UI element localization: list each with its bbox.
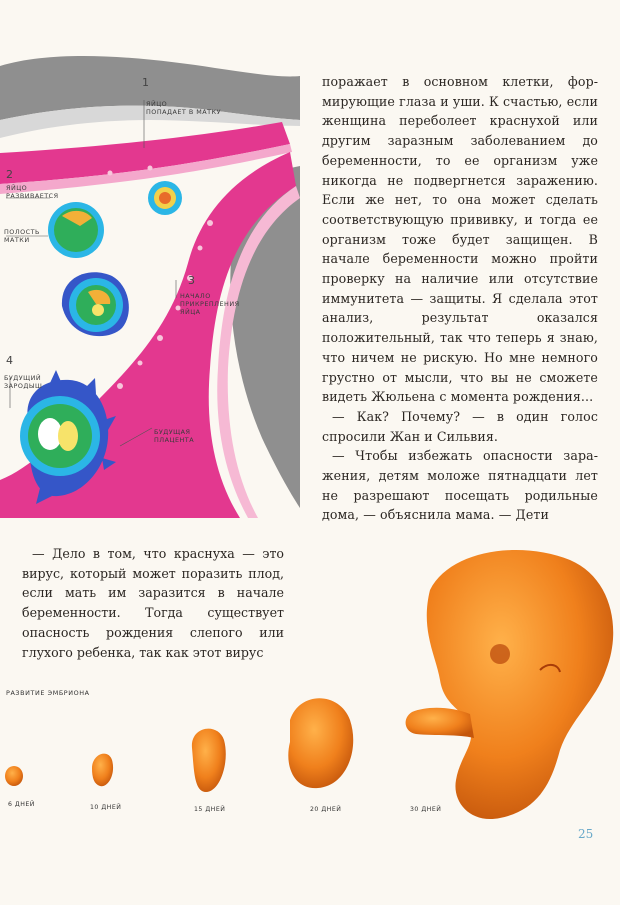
label-egg-enters: ЯЙЦО ПОПАДАЕТ В МАТКУ [146, 100, 221, 116]
egg-stage-1 [148, 181, 182, 215]
label-future-embryo: БУДУЩИЙ ЗАРОДЫШ [4, 374, 43, 390]
paragraph-1: поражает в основном клетки, формирующие глаза и уши. К счастью, если женщина переболеет краснухой или другим заразным заболеванием до беременности, то ее организм уже никогда не подвергнется заражению. Если же нет, то она может сделать соответствующую прививку, и тогда ее организм тоже будет защищен. В начале беременности можно пройти проверку на наличие или отсутствие иммунитета — защиты. Я сделала этот анализ, результат оказался положительный, так что теперь я знаю, что ничем не рискую. Но мне немного грустно от мысли, что вы не сможете видеть Жюльена с момента рождения... [322, 74, 598, 405]
right-text-column [322, 72, 598, 525]
diagram-number-3: 3 [188, 274, 195, 287]
diagram-number-2: 2 [6, 168, 13, 181]
uterus-diagram [0, 48, 300, 518]
embryo-15-days [192, 729, 226, 792]
embryo-30-days [406, 550, 614, 819]
page-number: 25 [578, 827, 594, 841]
embryo-development-illustration [0, 530, 620, 850]
day-label-15: 15 ДНЕЙ [194, 806, 226, 813]
egg-stage-3 [62, 272, 129, 336]
paragraph-4: — Дело в том, что краснуха — это вирус, который может поразить плод, если мать им заразится в начале беременности. Тогда существует опасность рождения слепого или глухого ребенка, так как этот вирус [22, 546, 284, 660]
label-implantation: НАЧАЛО ПРИКРЕПЛЕНИЯ ЯЙЦА [180, 292, 240, 316]
egg-stage-2 [48, 202, 104, 258]
diagram-number-4: 4 [6, 354, 13, 367]
label-future-placenta: БУДУЩАЯ ПЛАЦЕНТА [154, 428, 195, 444]
implantation-illustration [0, 48, 300, 518]
embryo-caption: РАЗВИТИЕ ЭМБРИОНА [6, 689, 90, 697]
day-label-6: 6 ДНЕЙ [8, 801, 35, 808]
embryo-20-days [288, 698, 353, 788]
paragraph-2: — Как? Почему? — в один голос спросили Жан и Сильвия. [322, 408, 598, 444]
diagram-number-1: 1 [142, 76, 149, 89]
embryo-10-days [92, 754, 113, 787]
label-egg-develops: ЯЙЦО РАЗВИВАЕТСЯ [6, 184, 59, 200]
day-label-20: 20 ДНЕЙ [310, 806, 342, 813]
label-uterus-cavity: ПОЛОСТЬ МАТКИ [4, 228, 40, 244]
paragraph-3: — Чтобы избежать опасности заражения, детям моложе пятнадцати лет не разрешают посещать родильные дома, — объяснила мама. — Дети [322, 448, 598, 523]
day-label-30: 30 ДНЕЙ [410, 806, 442, 813]
embryo-6-days [5, 766, 23, 786]
day-label-10: 10 ДНЕЙ [90, 804, 122, 811]
